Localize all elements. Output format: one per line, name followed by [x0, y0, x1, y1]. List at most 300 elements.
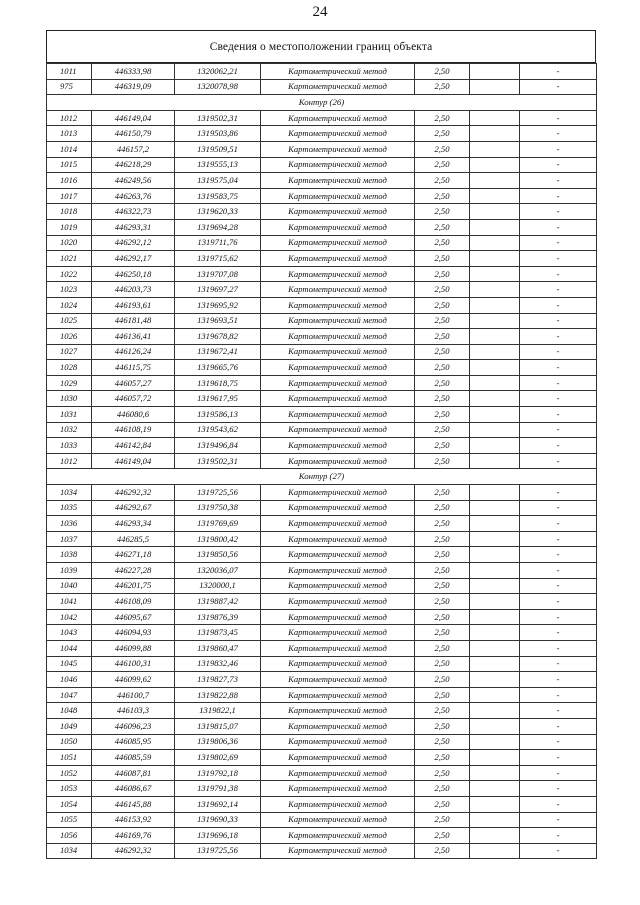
- method-cell: Картометрический метод: [261, 781, 415, 797]
- method-cell: Картометрический метод: [261, 563, 415, 579]
- point-id-cell: 1021: [47, 251, 92, 267]
- extra-cell: -: [520, 500, 597, 516]
- method-cell: Картометрический метод: [261, 282, 415, 298]
- description-cell: [470, 391, 520, 407]
- y-coordinate-cell: 1319695,92: [175, 297, 261, 313]
- accuracy-cell: 2,50: [415, 141, 470, 157]
- table-row: [47, 391, 597, 407]
- accuracy-cell: 2,50: [415, 485, 470, 501]
- accuracy-cell: 2,50: [415, 500, 470, 516]
- table-row: [47, 422, 597, 438]
- y-coordinate-cell: 1320062,21: [175, 64, 261, 80]
- x-coordinate-cell: 446100,31: [92, 656, 175, 672]
- point-id-cell: 1045: [47, 656, 92, 672]
- method-cell: Картометрический метод: [261, 157, 415, 173]
- accuracy-cell: 2,50: [415, 375, 470, 391]
- extra-cell: -: [520, 656, 597, 672]
- method-cell: Картометрический метод: [261, 765, 415, 781]
- x-coordinate-cell: 446085,95: [92, 734, 175, 750]
- x-coordinate-cell: 446181,48: [92, 313, 175, 329]
- x-coordinate-cell: 446250,18: [92, 266, 175, 282]
- accuracy-cell: 2,50: [415, 79, 470, 95]
- x-coordinate-cell: 446108,19: [92, 422, 175, 438]
- x-coordinate-cell: 446087,81: [92, 765, 175, 781]
- extra-cell: -: [520, 578, 597, 594]
- extra-cell: -: [520, 79, 597, 95]
- description-cell: [470, 672, 520, 688]
- table-row: [47, 703, 597, 719]
- table-row: [47, 251, 597, 267]
- table-row: [47, 188, 597, 204]
- y-coordinate-cell: 1319678,82: [175, 329, 261, 345]
- method-cell: Картометрический метод: [261, 360, 415, 376]
- point-id-cell: 1040: [47, 578, 92, 594]
- description-cell: [470, 375, 520, 391]
- point-id-cell: 1037: [47, 531, 92, 547]
- x-coordinate-cell: 446085,59: [92, 750, 175, 766]
- description-cell: [470, 609, 520, 625]
- method-cell: Картометрический метод: [261, 703, 415, 719]
- x-coordinate-cell: 446292,32: [92, 485, 175, 501]
- description-cell: [470, 687, 520, 703]
- x-coordinate-cell: 446149,04: [92, 453, 175, 469]
- table-row: [47, 640, 597, 656]
- method-cell: Картометрический метод: [261, 344, 415, 360]
- point-id-cell: 1029: [47, 375, 92, 391]
- accuracy-cell: 2,50: [415, 235, 470, 251]
- method-cell: Картометрический метод: [261, 110, 415, 126]
- description-cell: [470, 734, 520, 750]
- table-row: [47, 765, 597, 781]
- y-coordinate-cell: 1319769,69: [175, 516, 261, 532]
- table-row: [47, 297, 597, 313]
- table-row: [47, 204, 597, 220]
- table-row: [47, 173, 597, 189]
- accuracy-cell: 2,50: [415, 453, 470, 469]
- y-coordinate-cell: 1319690,33: [175, 812, 261, 828]
- extra-cell: -: [520, 407, 597, 423]
- description-cell: [470, 531, 520, 547]
- accuracy-cell: 2,50: [415, 656, 470, 672]
- table-header-title: Сведения о местоположении границ объекта: [46, 30, 596, 63]
- x-coordinate-cell: 446319,09: [92, 79, 175, 95]
- description-cell: [470, 563, 520, 579]
- point-id-cell: 1016: [47, 173, 92, 189]
- table-row: [47, 157, 597, 173]
- extra-cell: -: [520, 718, 597, 734]
- table-row: [47, 407, 597, 423]
- extra-cell: -: [520, 796, 597, 812]
- point-id-cell: 1023: [47, 282, 92, 298]
- point-id-cell: 1031: [47, 407, 92, 423]
- y-coordinate-cell: 1320078,98: [175, 79, 261, 95]
- method-cell: Картометрический метод: [261, 687, 415, 703]
- extra-cell: -: [520, 219, 597, 235]
- x-coordinate-cell: 446285,5: [92, 531, 175, 547]
- y-coordinate-cell: 1319575,04: [175, 173, 261, 189]
- table-row: [47, 843, 597, 859]
- point-id-cell: 1056: [47, 828, 92, 844]
- method-cell: Картометрический метод: [261, 266, 415, 282]
- x-coordinate-cell: 446086,67: [92, 781, 175, 797]
- extra-cell: -: [520, 157, 597, 173]
- extra-cell: -: [520, 329, 597, 345]
- accuracy-cell: 2,50: [415, 391, 470, 407]
- method-cell: Картометрический метод: [261, 204, 415, 220]
- x-coordinate-cell: 446115,75: [92, 360, 175, 376]
- extra-cell: -: [520, 126, 597, 142]
- y-coordinate-cell: 1319693,51: [175, 313, 261, 329]
- extra-cell: -: [520, 375, 597, 391]
- y-coordinate-cell: 1319806,36: [175, 734, 261, 750]
- y-coordinate-cell: 1319692,14: [175, 796, 261, 812]
- extra-cell: -: [520, 360, 597, 376]
- extra-cell: -: [520, 422, 597, 438]
- table-row: [47, 656, 597, 672]
- accuracy-cell: 2,50: [415, 609, 470, 625]
- extra-cell: -: [520, 251, 597, 267]
- description-cell: [470, 251, 520, 267]
- description-cell: [470, 453, 520, 469]
- y-coordinate-cell: 1319503,86: [175, 126, 261, 142]
- description-cell: [470, 594, 520, 610]
- accuracy-cell: 2,50: [415, 625, 470, 641]
- y-coordinate-cell: 1319618,75: [175, 375, 261, 391]
- point-id-cell: 1034: [47, 485, 92, 501]
- extra-cell: -: [520, 703, 597, 719]
- method-cell: Картометрический метод: [261, 594, 415, 610]
- description-cell: [470, 126, 520, 142]
- y-coordinate-cell: 1319860,47: [175, 640, 261, 656]
- x-coordinate-cell: 446293,34: [92, 516, 175, 532]
- description-cell: [470, 157, 520, 173]
- table-row: [47, 594, 597, 610]
- accuracy-cell: 2,50: [415, 204, 470, 220]
- x-coordinate-cell: 446292,32: [92, 843, 175, 859]
- y-coordinate-cell: 1319502,31: [175, 453, 261, 469]
- method-cell: Картометрический метод: [261, 625, 415, 641]
- table-row: [47, 796, 597, 812]
- y-coordinate-cell: 1319802,69: [175, 750, 261, 766]
- accuracy-cell: 2,50: [415, 718, 470, 734]
- x-coordinate-cell: 446099,88: [92, 640, 175, 656]
- description-cell: [470, 344, 520, 360]
- x-coordinate-cell: 446271,18: [92, 547, 175, 563]
- x-coordinate-cell: 446108,09: [92, 594, 175, 610]
- table-row: [47, 313, 597, 329]
- description-cell: [470, 438, 520, 454]
- y-coordinate-cell: 1319672,41: [175, 344, 261, 360]
- y-coordinate-cell: 1319502,31: [175, 110, 261, 126]
- description-cell: [470, 110, 520, 126]
- point-id-cell: 1039: [47, 563, 92, 579]
- table-row: [47, 734, 597, 750]
- point-id-cell: 1035: [47, 500, 92, 516]
- y-coordinate-cell: 1319791,38: [175, 781, 261, 797]
- coordinates-table: [46, 63, 597, 859]
- y-coordinate-cell: 1320036,07: [175, 563, 261, 579]
- extra-cell: -: [520, 734, 597, 750]
- accuracy-cell: 2,50: [415, 344, 470, 360]
- table-row: [47, 64, 597, 80]
- description-cell: [470, 765, 520, 781]
- y-coordinate-cell: 1319583,75: [175, 188, 261, 204]
- table-row: [47, 563, 597, 579]
- point-id-cell: 1038: [47, 547, 92, 563]
- method-cell: Картометрический метод: [261, 718, 415, 734]
- method-cell: Картометрический метод: [261, 375, 415, 391]
- table-row: [47, 110, 597, 126]
- table-row: [47, 516, 597, 532]
- table-row: [47, 375, 597, 391]
- extra-cell: -: [520, 563, 597, 579]
- table-row: [47, 672, 597, 688]
- accuracy-cell: 2,50: [415, 126, 470, 142]
- point-id-cell: 1052: [47, 765, 92, 781]
- description-cell: [470, 235, 520, 251]
- point-id-cell: 1026: [47, 329, 92, 345]
- point-id-cell: 1050: [47, 734, 92, 750]
- description-cell: [470, 640, 520, 656]
- table-row: [47, 360, 597, 376]
- point-id-cell: 1011: [47, 64, 92, 80]
- y-coordinate-cell: 1319832,46: [175, 656, 261, 672]
- description-cell: [470, 843, 520, 859]
- x-coordinate-cell: 446203,73: [92, 282, 175, 298]
- extra-cell: -: [520, 313, 597, 329]
- accuracy-cell: 2,50: [415, 329, 470, 345]
- method-cell: Картометрический метод: [261, 188, 415, 204]
- accuracy-cell: 2,50: [415, 297, 470, 313]
- accuracy-cell: 2,50: [415, 843, 470, 859]
- table-row: [47, 344, 597, 360]
- description-cell: [470, 79, 520, 95]
- method-cell: Картометрический метод: [261, 516, 415, 532]
- y-coordinate-cell: 1319725,56: [175, 485, 261, 501]
- accuracy-cell: 2,50: [415, 219, 470, 235]
- point-id-cell: 1022: [47, 266, 92, 282]
- accuracy-cell: 2,50: [415, 547, 470, 563]
- table-row: [47, 485, 597, 501]
- description-cell: [470, 173, 520, 189]
- description-cell: [470, 329, 520, 345]
- method-cell: Картометрический метод: [261, 609, 415, 625]
- table-row: [47, 282, 597, 298]
- point-id-cell: 1018: [47, 204, 92, 220]
- method-cell: Картометрический метод: [261, 391, 415, 407]
- table-row: [47, 235, 597, 251]
- x-coordinate-cell: 446096,23: [92, 718, 175, 734]
- description-cell: [470, 141, 520, 157]
- coordinates-table-body: [47, 64, 597, 859]
- extra-cell: -: [520, 266, 597, 282]
- extra-cell: -: [520, 235, 597, 251]
- description-cell: [470, 703, 520, 719]
- y-coordinate-cell: 1319822,88: [175, 687, 261, 703]
- accuracy-cell: 2,50: [415, 360, 470, 376]
- accuracy-cell: 2,50: [415, 796, 470, 812]
- table-row: [47, 828, 597, 844]
- extra-cell: -: [520, 640, 597, 656]
- y-coordinate-cell: 1319792,18: [175, 765, 261, 781]
- extra-cell: -: [520, 516, 597, 532]
- description-cell: [470, 516, 520, 532]
- table-row: [47, 219, 597, 235]
- point-id-cell: 1055: [47, 812, 92, 828]
- y-coordinate-cell: 1319696,18: [175, 828, 261, 844]
- extra-cell: -: [520, 843, 597, 859]
- description-cell: [470, 407, 520, 423]
- accuracy-cell: 2,50: [415, 781, 470, 797]
- x-coordinate-cell: 446263,76: [92, 188, 175, 204]
- accuracy-cell: 2,50: [415, 422, 470, 438]
- table-row: [47, 718, 597, 734]
- table-row: [47, 687, 597, 703]
- point-id-cell: 1036: [47, 516, 92, 532]
- x-coordinate-cell: 446149,04: [92, 110, 175, 126]
- extra-cell: -: [520, 64, 597, 80]
- description-cell: [470, 219, 520, 235]
- x-coordinate-cell: 446218,29: [92, 157, 175, 173]
- description-cell: [470, 282, 520, 298]
- method-cell: Картометрический метод: [261, 329, 415, 345]
- table-row: [47, 625, 597, 641]
- method-cell: Картометрический метод: [261, 251, 415, 267]
- accuracy-cell: 2,50: [415, 438, 470, 454]
- page-number: 24: [312, 4, 328, 20]
- method-cell: Картометрический метод: [261, 422, 415, 438]
- description-cell: [470, 360, 520, 376]
- table-row: [47, 812, 597, 828]
- x-coordinate-cell: 446145,88: [92, 796, 175, 812]
- y-coordinate-cell: 1319850,56: [175, 547, 261, 563]
- table-row: [47, 547, 597, 563]
- extra-cell: -: [520, 485, 597, 501]
- description-cell: [470, 266, 520, 282]
- extra-cell: -: [520, 750, 597, 766]
- method-cell: Картометрический метод: [261, 64, 415, 80]
- accuracy-cell: 2,50: [415, 734, 470, 750]
- method-cell: Картометрический метод: [261, 173, 415, 189]
- point-id-cell: 1032: [47, 422, 92, 438]
- method-cell: Картометрический метод: [261, 812, 415, 828]
- method-cell: Картометрический метод: [261, 750, 415, 766]
- x-coordinate-cell: 446201,75: [92, 578, 175, 594]
- description-cell: [470, 796, 520, 812]
- method-cell: Картометрический метод: [261, 672, 415, 688]
- method-cell: Картометрический метод: [261, 578, 415, 594]
- method-cell: Картометрический метод: [261, 547, 415, 563]
- method-cell: Картометрический метод: [261, 640, 415, 656]
- point-id-cell: 1017: [47, 188, 92, 204]
- accuracy-cell: 2,50: [415, 531, 470, 547]
- x-coordinate-cell: 446227,28: [92, 563, 175, 579]
- accuracy-cell: 2,50: [415, 687, 470, 703]
- extra-cell: -: [520, 625, 597, 641]
- y-coordinate-cell: 1319509,51: [175, 141, 261, 157]
- accuracy-cell: 2,50: [415, 64, 470, 80]
- x-coordinate-cell: 446094,93: [92, 625, 175, 641]
- method-cell: Картометрический метод: [261, 297, 415, 313]
- method-cell: Картометрический метод: [261, 126, 415, 142]
- table-row: [47, 578, 597, 594]
- method-cell: Картометрический метод: [261, 235, 415, 251]
- accuracy-cell: 2,50: [415, 407, 470, 423]
- y-coordinate-cell: 1319750,38: [175, 500, 261, 516]
- description-cell: [470, 313, 520, 329]
- extra-cell: -: [520, 297, 597, 313]
- x-coordinate-cell: 446057,27: [92, 375, 175, 391]
- description-cell: [470, 578, 520, 594]
- contour-header-row: [47, 469, 597, 485]
- point-id-cell: 1041: [47, 594, 92, 610]
- extra-cell: -: [520, 173, 597, 189]
- y-coordinate-cell: 1319815,07: [175, 718, 261, 734]
- description-cell: [470, 750, 520, 766]
- y-coordinate-cell: 1319620,33: [175, 204, 261, 220]
- contour-header-row: [47, 95, 597, 111]
- point-id-cell: 1054: [47, 796, 92, 812]
- extra-cell: -: [520, 344, 597, 360]
- y-coordinate-cell: 1319697,27: [175, 282, 261, 298]
- description-cell: [470, 547, 520, 563]
- table-row: [47, 531, 597, 547]
- accuracy-cell: 2,50: [415, 563, 470, 579]
- point-id-cell: 1042: [47, 609, 92, 625]
- point-id-cell: 1025: [47, 313, 92, 329]
- x-coordinate-cell: 446150,79: [92, 126, 175, 142]
- accuracy-cell: 2,50: [415, 266, 470, 282]
- x-coordinate-cell: 446157,2: [92, 141, 175, 157]
- boundary-table-sheet: [46, 30, 596, 859]
- accuracy-cell: 2,50: [415, 703, 470, 719]
- point-id-cell: 1015: [47, 157, 92, 173]
- accuracy-cell: 2,50: [415, 594, 470, 610]
- table-row: [47, 266, 597, 282]
- extra-cell: -: [520, 282, 597, 298]
- extra-cell: -: [520, 828, 597, 844]
- method-cell: Картометрический метод: [261, 734, 415, 750]
- accuracy-cell: 2,50: [415, 251, 470, 267]
- y-coordinate-cell: 1319543,62: [175, 422, 261, 438]
- extra-cell: -: [520, 438, 597, 454]
- x-coordinate-cell: 446142,84: [92, 438, 175, 454]
- accuracy-cell: 2,50: [415, 110, 470, 126]
- extra-cell: -: [520, 391, 597, 407]
- point-id-cell: 1034: [47, 843, 92, 859]
- x-coordinate-cell: 446080,6: [92, 407, 175, 423]
- method-cell: Картометрический метод: [261, 531, 415, 547]
- point-id-cell: 1019: [47, 219, 92, 235]
- x-coordinate-cell: 446292,17: [92, 251, 175, 267]
- extra-cell: -: [520, 594, 597, 610]
- y-coordinate-cell: 1319555,13: [175, 157, 261, 173]
- y-coordinate-cell: 1319715,62: [175, 251, 261, 267]
- accuracy-cell: 2,50: [415, 157, 470, 173]
- point-id-cell: 1033: [47, 438, 92, 454]
- description-cell: [470, 422, 520, 438]
- method-cell: Картометрический метод: [261, 828, 415, 844]
- y-coordinate-cell: 1319707,08: [175, 266, 261, 282]
- accuracy-cell: 2,50: [415, 640, 470, 656]
- table-row: [47, 781, 597, 797]
- point-id-cell: 1046: [47, 672, 92, 688]
- point-id-cell: 1012: [47, 453, 92, 469]
- accuracy-cell: 2,50: [415, 828, 470, 844]
- x-coordinate-cell: 446100,7: [92, 687, 175, 703]
- accuracy-cell: 2,50: [415, 516, 470, 532]
- point-id-cell: 1030: [47, 391, 92, 407]
